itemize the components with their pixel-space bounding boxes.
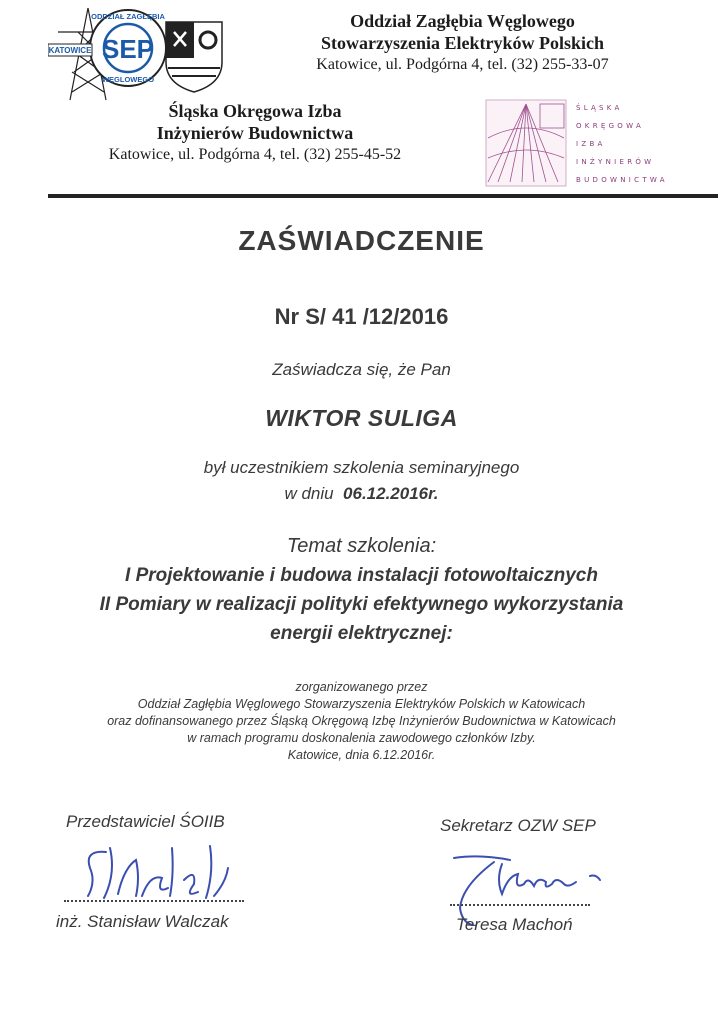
organizer-line: w ramach programu doskonalenia zawodowego członków Izby. [187,731,536,745]
topic-line: II Pomiary w realizacji polityki efektywnego wykorzystania [99,594,624,615]
organizer-line: zorganizowanego przez [295,680,428,694]
participation-text: był uczestnikiem szkolenia seminaryjnego [203,458,520,477]
soiib-logo-line: INŻYNIERÓW [576,158,655,166]
participant-name: WIKTOR SULIGA [265,405,458,431]
sep-org-name-line1: Oddział Zagłębia Węglowego [350,11,575,31]
date-prefix: w dniu [284,484,334,503]
sep-logo-ring-bottom: WĘGLOWEGO [101,75,155,84]
soiib-organization-block [60,100,450,166]
organizer-line: Oddział Zagłębia Węglowego Stowarzyszenia Elektryków Polskich w Katowicach [137,697,586,711]
soiib-org-address: Katowice, ul. Podgórna 4, tel. (32) 255-45-52 [108,146,402,163]
soiib-logo [484,98,584,188]
soiib-logo-text [576,99,686,189]
soiib-logo-line: IZBA [576,140,606,148]
soiib-logo-line: BUDOWNICTWA [576,176,668,184]
soiib-org-name-line1: Śląska Okręgowa Izba [168,101,342,121]
soiib-org-name-line2: Inżynierów Budownictwa [156,123,354,143]
sep-org-name-line2: Stowarzyszenia Elektryków Polskich [321,33,604,53]
sep-logo [48,2,228,102]
sep-organization-block [270,10,655,76]
right-signature-line [450,904,590,906]
right-signatory-title: Sekretarz OZW SEP [440,816,596,835]
training-date: 06.12.2016r. [343,484,439,503]
topic-line: I Projektowanie i budowa instalacji fotowoltaicznych [125,565,598,586]
certificate-title: ZAŚWIADCZENIE [238,225,485,256]
organizer-line: oraz dofinansowanego przez Śląską Okręgową Izbę Inżynierów Budownictwa w Katowicach [107,714,616,728]
soiib-logo-line: OKRĘGOWA [576,122,645,130]
organizer-line: Katowice, dnia 6.12.2016r. [287,748,436,762]
sep-logo-city: KATOWICE [48,46,92,55]
certificate-number: Nr S/ 41 /12/2016 [274,304,449,329]
certificate-intro: Zaświadcza się, że Pan [272,360,451,379]
right-signatory-name: Teresa Machoń [456,915,573,934]
left-signature-line [64,900,244,902]
topic-heading: Temat szkolenia: [286,535,437,557]
sep-logo-ring-top: ODDZIAŁ ZAGŁĘBIA [91,12,165,21]
header-divider [48,194,718,198]
sep-logo-center: SEP [101,34,155,64]
training-date-line [0,484,723,504]
soiib-logo-line: ŚLĄSKA [576,104,623,112]
topic-line: energii elektrycznej: [270,623,453,644]
left-signatory-name: inż. Stanisław Walczak [56,912,229,931]
left-signatory-title: Przedstawiciel ŚOIIB [66,812,225,831]
sep-org-address: Katowice, ul. Podgórna 4, tel. (32) 255-33-07 [316,56,609,73]
